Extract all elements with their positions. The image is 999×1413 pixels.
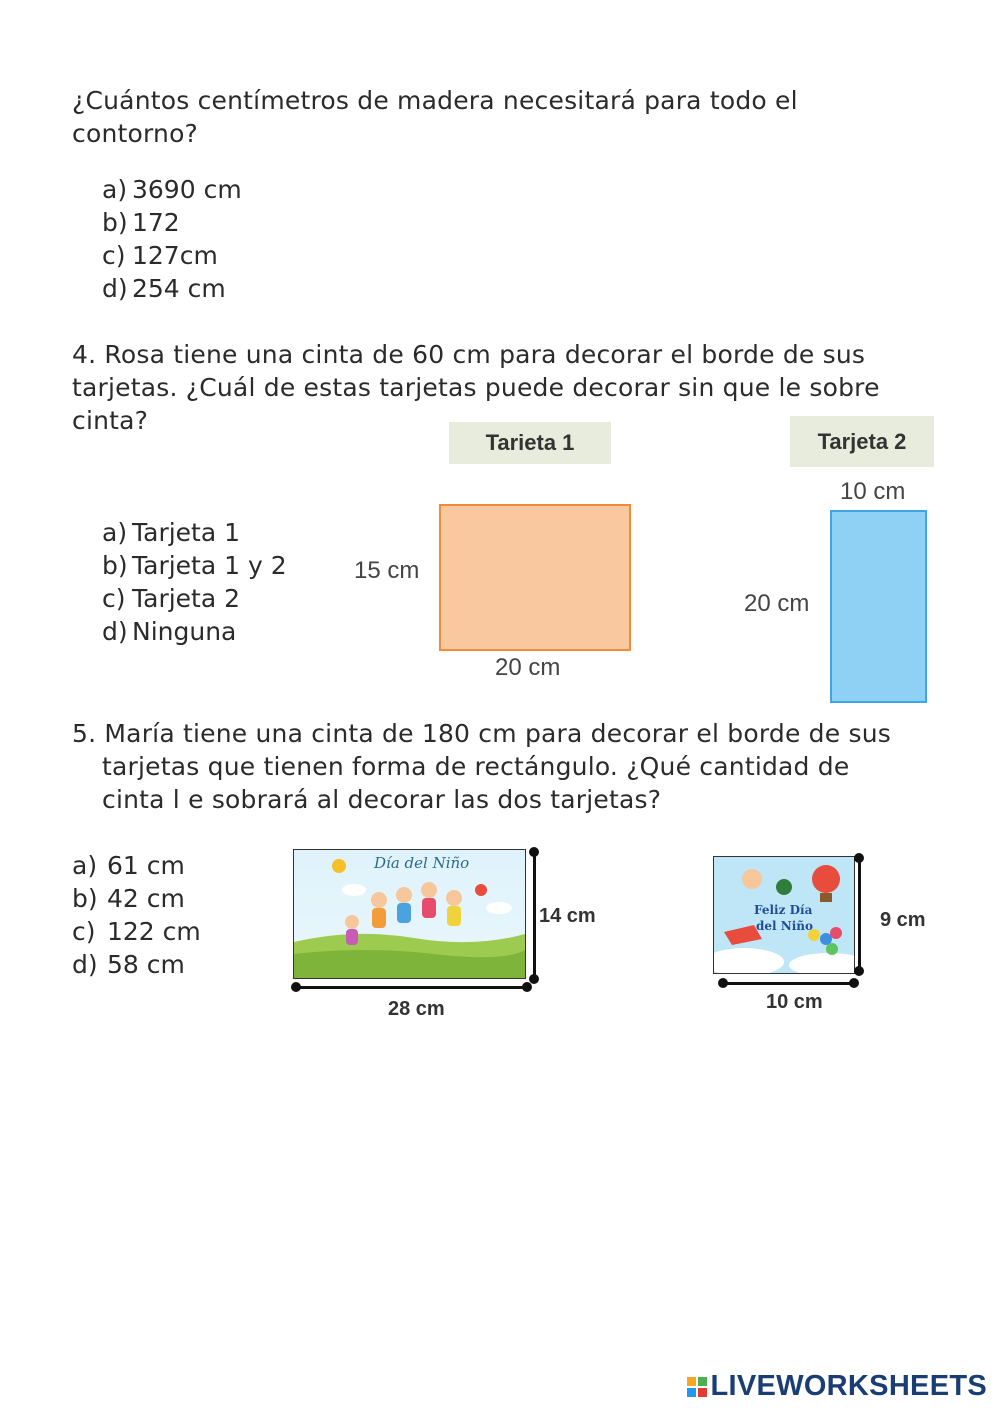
- q3-option-c[interactable]: c) 127cm: [102, 241, 218, 270]
- q4-question-line3: cinta?: [72, 406, 149, 435]
- dimension-endpoint: [291, 982, 301, 992]
- cloud-icon: [342, 884, 366, 896]
- liveworksheets-logo[interactable]: [687, 1370, 988, 1403]
- hot-air-balloon-icon: [812, 865, 840, 893]
- q4-question-line2: tarjetas. ¿Cuál de estas tarjetas puede decorar sin que le sobre: [72, 373, 880, 402]
- liveworksheets-logo-icon: [687, 1377, 707, 1397]
- children-day-card-caption: Día del Niño: [374, 854, 470, 872]
- card2-width-label: 10 cm: [766, 991, 823, 1013]
- balloon-icon: [820, 933, 832, 945]
- dimension-endpoint: [854, 966, 864, 976]
- q5-question-line3: cinta l e sobrará al decorar las dos tarjetas?: [102, 785, 662, 814]
- q5-option-c[interactable]: c) 122 cm: [72, 917, 201, 946]
- card2-height-label: 9 cm: [880, 909, 926, 931]
- q4-option-b[interactable]: b) Tarjeta 1 y 2: [102, 551, 287, 580]
- q5-option-b[interactable]: b) 42 cm: [72, 884, 185, 913]
- dimension-endpoint: [854, 853, 864, 863]
- dimension-endpoint: [522, 982, 532, 992]
- happy-children-day-caption-line2: del Niño: [756, 919, 814, 933]
- card1-title-tag: Tarieta 1: [449, 422, 611, 464]
- card1-height-label: 14 cm: [539, 905, 596, 927]
- q3-option-a[interactable]: a) 3690 cm: [102, 175, 242, 204]
- balloon-icon: [826, 943, 838, 955]
- card2-title-tag: Tarjeta 2: [790, 416, 934, 467]
- balloon-icon: [475, 884, 487, 896]
- sun-icon: [332, 859, 346, 873]
- card1-rectangle: [439, 504, 631, 651]
- badge-icon: [776, 879, 792, 895]
- q4-option-d[interactable]: d) Ninguna: [102, 617, 237, 646]
- children-day-card-image: [293, 849, 526, 979]
- q4-option-c[interactable]: c) Tarjeta 2: [102, 584, 241, 613]
- happy-children-day-caption-line1: Feliz Día: [754, 903, 813, 917]
- happy-children-day-card-image: [713, 856, 855, 974]
- card1-width-dimension-line: [296, 986, 528, 989]
- dimension-endpoint: [849, 978, 859, 988]
- q5-option-d[interactable]: d) 58 cm: [72, 950, 185, 979]
- q5-option-a[interactable]: a) 61 cm: [72, 851, 185, 880]
- dimension-endpoint: [718, 978, 728, 988]
- q5-question-line2: tarjetas que tienen forma de rectángulo. ¿Qué cantidad de: [102, 752, 850, 781]
- card2-rectangle: [830, 510, 927, 703]
- balloon-icon: [830, 927, 842, 939]
- child-face-icon: [742, 869, 762, 889]
- q5-question-line1: 5. María tiene una cinta de 180 cm para decorar el borde de sus: [72, 719, 891, 748]
- q3-option-d[interactable]: d) 254 cm: [102, 274, 226, 303]
- card2-height-dimension-line: [858, 858, 861, 970]
- cloud-icon: [486, 902, 512, 914]
- card2-width-label: 10 cm: [840, 478, 906, 505]
- card1-width-label: 20 cm: [495, 654, 561, 681]
- dimension-endpoint: [529, 847, 539, 857]
- q3-question-line1: ¿Cuántos centímetros de madera necesitará para todo el: [72, 86, 798, 115]
- q4-question-line1: 4. Rosa tiene una cinta de 60 cm para decorar el borde de sus: [72, 340, 866, 369]
- card1-height-label: 15 cm: [354, 557, 420, 584]
- card1-height-dimension-line: [533, 852, 536, 978]
- q3-question-line2: contorno?: [72, 119, 199, 148]
- card2-width-dimension-line: [723, 982, 853, 985]
- liveworksheets-brand: LIVEWORKSHEETS: [710, 1370, 987, 1402]
- q4-option-a[interactable]: a) Tarjeta 1: [102, 518, 241, 547]
- card2-height-label: 20 cm: [744, 590, 810, 617]
- card1-width-label: 28 cm: [388, 998, 445, 1020]
- q3-option-b[interactable]: b) 172: [102, 208, 180, 237]
